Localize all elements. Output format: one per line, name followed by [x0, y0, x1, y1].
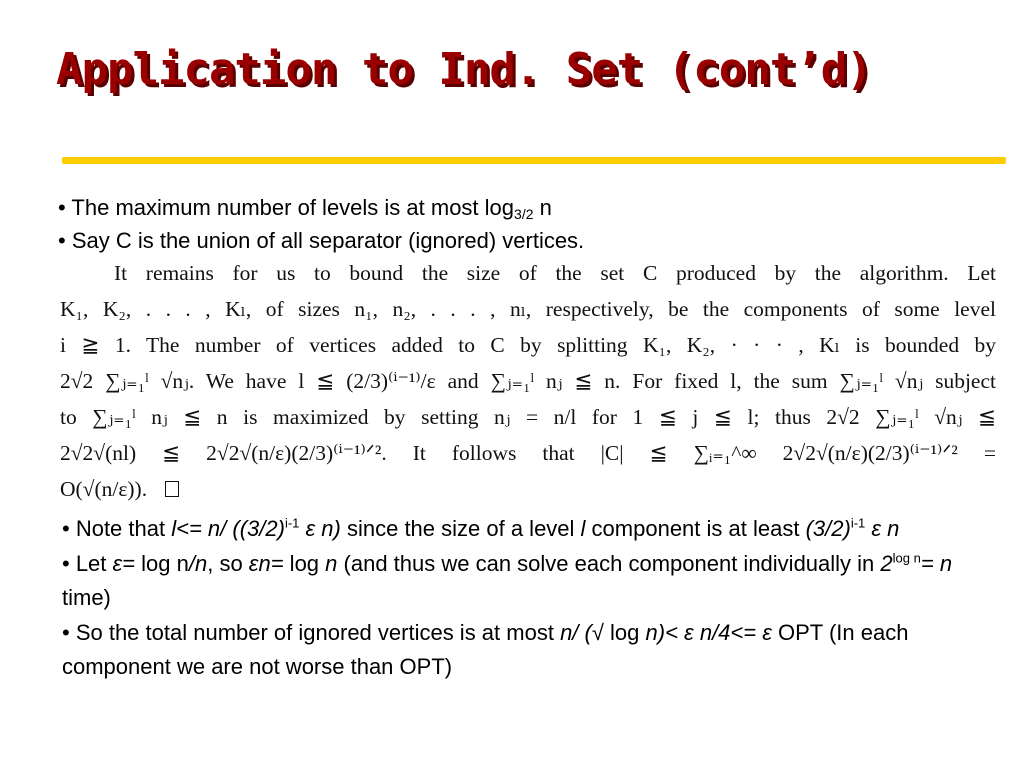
title-underline: [62, 157, 1006, 164]
bullet-level-bound: [62, 512, 992, 547]
math: ε n: [865, 516, 900, 541]
txt: • So the total number of ignored vertices is at most: [62, 619, 561, 645]
excerpt-line-final: [60, 471, 996, 507]
txt: since the size of a level: [340, 516, 581, 541]
excerpt-line: It remains for us to bound the size of the set C produced by the algorithm. Let: [114, 261, 996, 285]
math: 2: [880, 550, 893, 576]
bullet-levels-tail: n: [533, 195, 552, 220]
math: ε n): [299, 516, 341, 541]
txt: time): [62, 585, 111, 610]
qed-box-icon: [165, 481, 179, 497]
bottom-bullet-list: [62, 512, 992, 685]
proof-excerpt: [60, 255, 996, 501]
slide-title: Application to Ind. Set (cont’d): [56, 44, 872, 95]
bullet-levels: [58, 191, 998, 224]
log-base: 3/2: [514, 206, 534, 222]
bullet-separator-set: • Say C is the union of all separator (ignored) vertices.: [58, 228, 585, 253]
excerpt-line: to ∑ⱼ₌₁ˡ nⱼ ≦ n is maximized by setting nⱼ = n/l for 1 ≦ j ≦ l; thus 2√2 ∑ⱼ₌₁ˡ √nⱼ ≦: [60, 405, 996, 429]
txt: component is at least: [585, 516, 806, 541]
bullet-total-ignored: [62, 616, 992, 685]
excerpt-line: 2√2√(nl) ≦ 2√2√(n/ε)(2/3)⁽ⁱ⁻¹⁾ᐟ². It follows that |C| ≦ ∑ᵢ₌₁^∞ 2√2√(n/ε)(2/3)⁽ⁱ⁻¹⁾ᐟ² =: [60, 441, 996, 465]
math: = n: [920, 550, 953, 576]
excerpt-line: i ≧ 1. The number of vertices added to C by splitting K₁, K₂, · · · , Kₗ is bounded by: [60, 333, 996, 357]
top-bullet-list: [58, 191, 998, 257]
txt: √ log: [591, 619, 646, 645]
txt: (and thus we can solve each component individually in: [337, 550, 881, 576]
excerpt-line: K₁, K₂, . . . , Kₗ, of sizes n₁, n₂, . . . , nₗ, respectively, be the components of some level: [60, 297, 996, 321]
math: ε=: [112, 550, 136, 576]
txt: log: [283, 550, 326, 576]
math: /n: [188, 550, 208, 576]
math: n/ (: [560, 619, 592, 645]
exponent: i-1: [284, 515, 300, 531]
exponent: log n: [892, 550, 921, 566]
bullet-levels-text: • The maximum number of levels is at most log: [58, 195, 515, 220]
excerpt-line-text: O(√(n/ε)).: [60, 477, 148, 501]
txt: log n: [135, 550, 189, 576]
txt: OPT (In each component we are not worse than OPT): [62, 619, 909, 679]
math: εn=: [248, 550, 284, 576]
bullet-epsilon-choice: [62, 547, 992, 616]
txt: , so: [207, 550, 249, 576]
exponent: i-1: [850, 515, 866, 531]
txt: • Let: [62, 550, 113, 576]
math: (3/2): [805, 516, 851, 541]
math: l: [580, 516, 586, 541]
math: n)< ε n/4<= ε: [645, 619, 772, 645]
excerpt-line: 2√2 ∑ⱼ₌₁ˡ √nⱼ. We have l ≦ (2/3)⁽ⁱ⁻¹⁾/ε and ∑ⱼ₌₁ˡ nⱼ ≦ n. For fixed l, the sum ∑ⱼ₌₁ˡ √nⱼ subject: [60, 369, 996, 393]
math: n: [325, 550, 338, 576]
math: l<= n/ ((3/2): [171, 516, 285, 541]
txt: • Note that: [62, 516, 172, 541]
